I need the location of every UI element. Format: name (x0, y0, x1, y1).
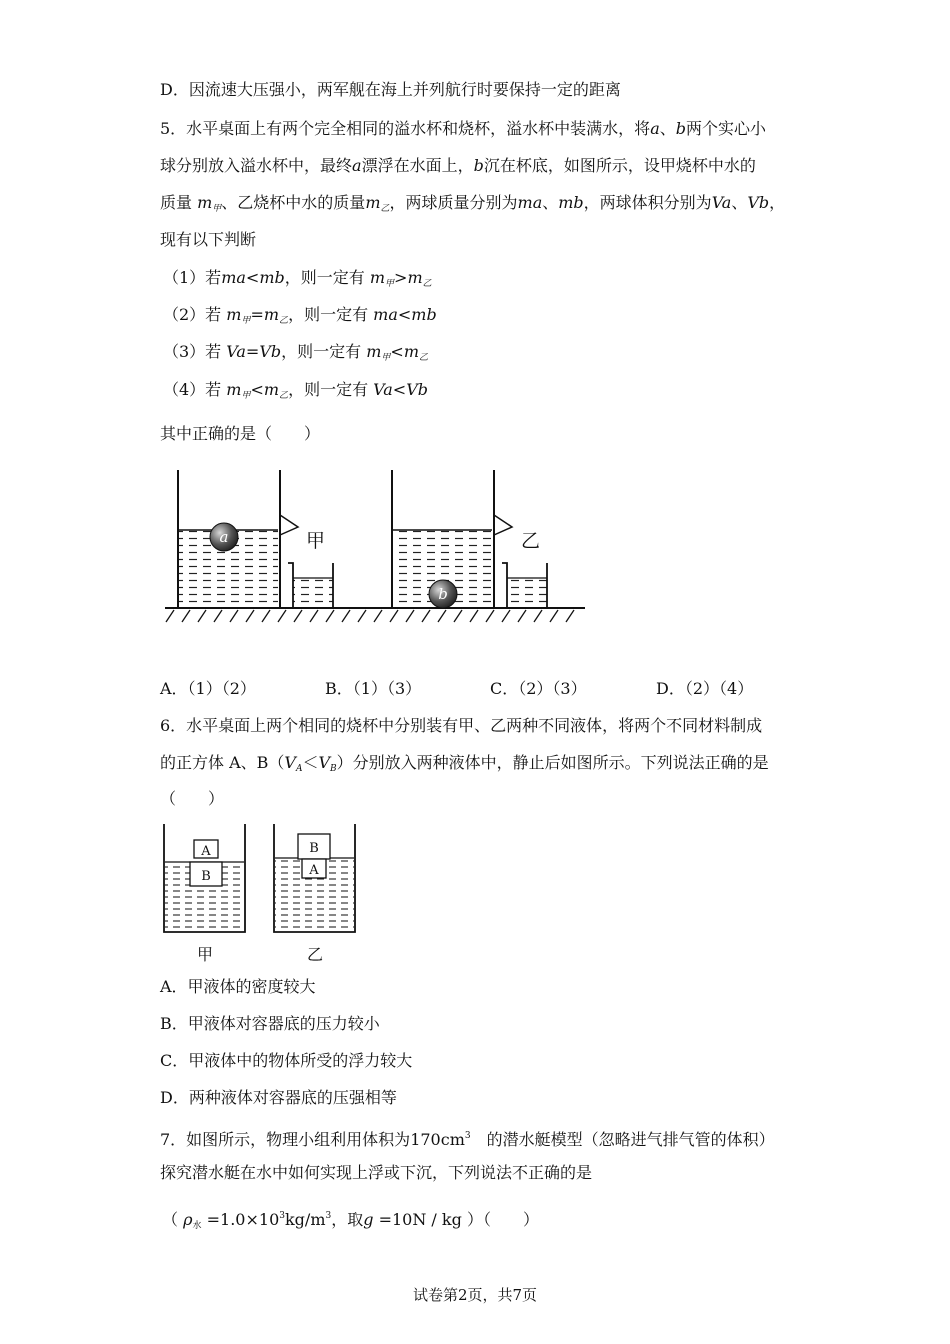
q7-line3: （ $\rho_水 =1.0\times 10^3kg/m^3$，取g =10N / kg ）（ ） (162, 1210, 539, 1231)
ball-b-label: b (438, 585, 448, 603)
fig-yi-label: 乙 (521, 530, 541, 552)
q6-option-b: B．甲液体对容器底的压力较小 (160, 1014, 380, 1033)
fig6-yi-label: 乙 (306, 945, 324, 964)
fig6-jia-label: 甲 (196, 945, 214, 964)
q5-option-c: C．（2）（3） (490, 679, 587, 698)
q5-option-b: B．（1）（3） (325, 679, 422, 698)
q5-figure (160, 465, 590, 635)
q5-statement-2: （2）若 $m_甲=m_乙$，则一定有 ma<mb (163, 305, 437, 326)
cube-a-jia: A (201, 844, 211, 859)
page-footer: 试卷第2页，共7页 (412, 1286, 538, 1304)
cube-a-yi: A (309, 863, 319, 878)
q5-line4: 现有以下判断 (160, 230, 257, 249)
q6-line2: 的正方体 A、$B(V_A<V_B)$分别放入两种液体中，静止后如图所示。下列说法正确的是 (160, 753, 769, 774)
q5-question: 其中正确的是（ ） (160, 424, 321, 443)
q7-line2: 探究潜水艇在水中如何实现上浮或下沉，下列说法不正确的是 (160, 1163, 593, 1182)
q5-option-d: D．（2）（4） (656, 679, 754, 698)
q6-option-a: A．甲液体的密度较大 (160, 977, 316, 996)
q5-statement-4: （4）若 $m_甲<m_乙$，则一定有 Va<Vb (163, 380, 428, 401)
q5-line3: 质量 $m_甲$、乙烧杯中水的质量$m_乙$，两球质量分别为ma、mb，两球体积分别为Va、Vb， (160, 193, 786, 214)
q6-line1: 6．水平桌面上两个相同的烧杯中分别装有甲、乙两种不同液体，将两个不同材料制成 (160, 716, 763, 735)
q6-option-c: C．甲液体中的物体所受的浮力较大 (160, 1051, 413, 1070)
q5-statement-1: （1）若ma<mb，则一定有 $m_甲>m_乙$ (163, 268, 432, 289)
q7-line1: 7．如图所示，物理小组利用体积为$170cm^3$ 的潜水艇模型（忽略进气排气管的体积） (160, 1130, 775, 1149)
q4-option-d: D．因流速大压强小，两军舰在海上并列航行时要保持一定的距离 (160, 80, 621, 99)
cube-b-jia: B (201, 869, 211, 884)
q6-figure (160, 822, 360, 967)
fig-jia-label: 甲 (306, 530, 326, 552)
q5-option-a: A．（1）（2） (160, 679, 256, 698)
q5-line1: 5．水平桌面上有两个完全相同的溢水杯和烧杯，溢水杯中装满水，将a、b两个实心小 (160, 119, 767, 138)
q6-option-d: D．两种液体对容器底的压强相等 (160, 1088, 397, 1107)
q6-line3: （ ） (160, 789, 225, 808)
cube-b-yi: B (309, 841, 319, 856)
ball-a-label: a (219, 528, 229, 546)
q5-line2: 球分别放入溢水杯中，最终a漂浮在水面上，b沉在杯底，如图所示，设甲烧杯中水的 (160, 156, 756, 175)
q5-statement-3: （3）若 Va=Vb，则一定有 $m_甲<m_乙$ (163, 342, 428, 363)
